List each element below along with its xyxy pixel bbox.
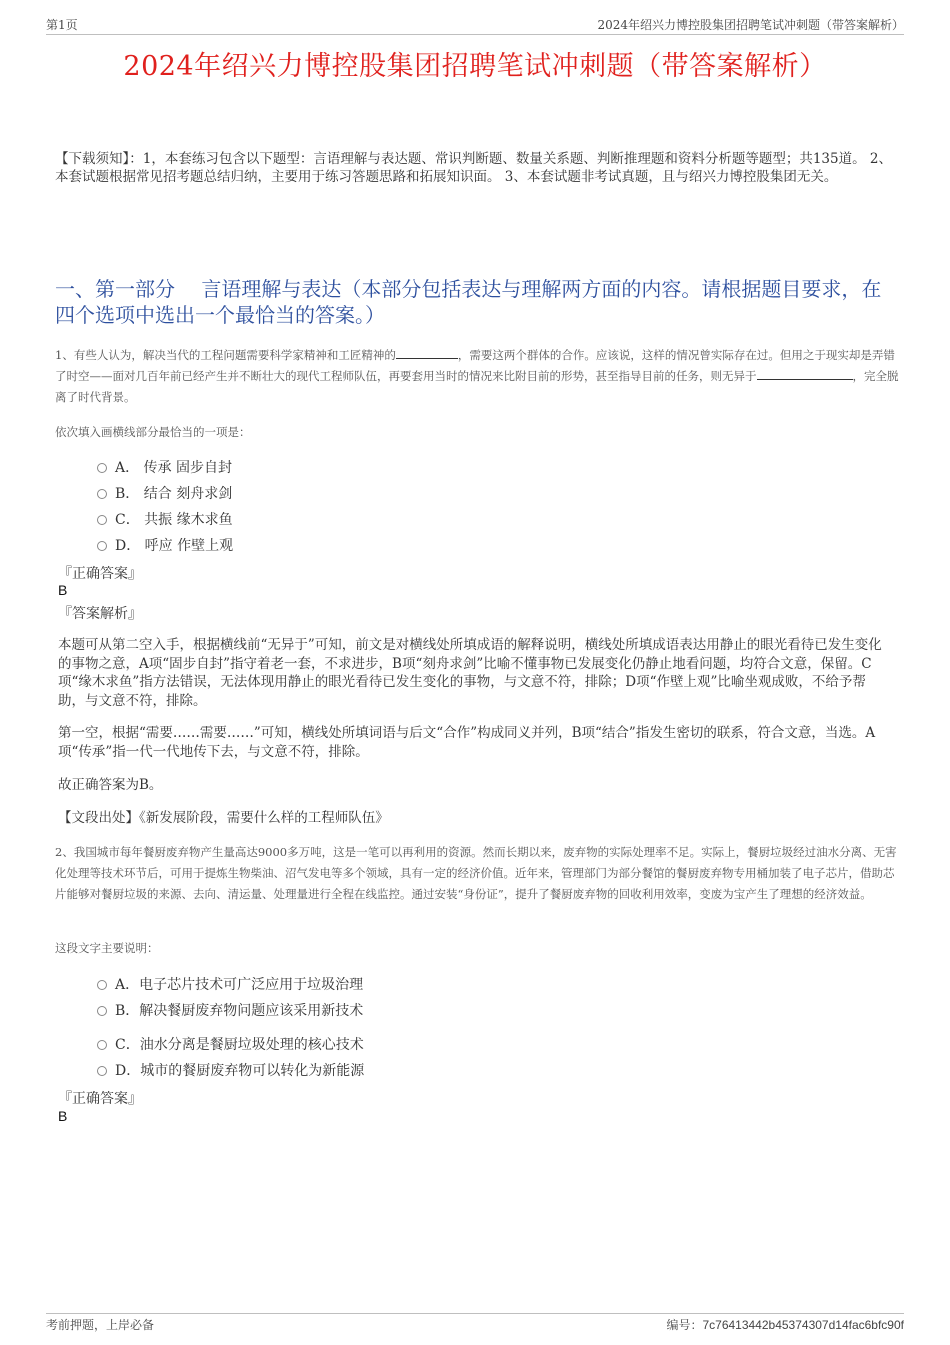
- radio-icon[interactable]: [97, 980, 107, 990]
- q2-answer-label: 『正确答案』: [58, 1091, 142, 1107]
- radio-icon[interactable]: [97, 1066, 107, 1076]
- q1-answer-label: 『正确答案』: [58, 566, 142, 582]
- q1-option-c-label: C． 共振 缘木求鱼: [115, 512, 233, 528]
- download-notice: 【下载须知】：1，本套练习包含以下题型：言语理解与表达题、常识判断题、数量关系题、判断推理题和资料分析题等题型；共135道。 2、本套试题根据常见招考题总结归纳，主要用于练习答题思路和拓展知识面。 3、本套试题非考试真题，且与绍兴力博控股集团无关。: [55, 151, 892, 185]
- q1-analysis-paragraph-3: 故正确答案为B。: [58, 777, 163, 793]
- q2-option-d-label: D．城市的餐厨废弃物可以转化为新能源: [115, 1063, 365, 1079]
- radio-icon[interactable]: [97, 463, 107, 473]
- q1-stem-part-c: ，完全脱离了时代背景。: [55, 369, 899, 404]
- q1-blank-1: [396, 346, 458, 359]
- footer-slogan: 考前押题，上岸必备: [46, 1318, 155, 1332]
- page-number: 第1页: [46, 18, 78, 32]
- footer-code-value: 7c76413442b45374307d14fac6bfc90f: [702, 1318, 904, 1332]
- q2-option-c[interactable]: [97, 1034, 364, 1054]
- radio-icon[interactable]: [97, 1006, 107, 1016]
- q1-instruction: 依次填入画横线部分最恰当的一项是：: [55, 425, 251, 439]
- q1-source: 【文段出处】《新发展阶段，需要什么样的工程师队伍》: [58, 810, 389, 826]
- footer-code: [666, 1316, 904, 1333]
- section-title: 一、第一部分 言语理解与表达（本部分包括表达与理解两方面的内容。请根据题目要求，在四个选项中选出一个最恰当的答案。）: [55, 277, 882, 327]
- q1-option-d-label: D． 呼应 作壁上观: [115, 538, 234, 554]
- radio-icon[interactable]: [97, 489, 107, 499]
- q1-option-b[interactable]: [97, 483, 232, 503]
- q2-answer: B: [58, 1108, 68, 1124]
- header-doc-title: 2024年绍兴力博控股集团招聘笔试冲刺题（带答案解析）: [597, 18, 904, 32]
- q1-stem-part-b: ，需要这两个群体的合作。应该说，这样的情况曾实际存在过。但用之于现实却是弄错了时空——面对几百年前已经产生并不断壮大的现代工程师队伍，再要套用当时的情况来比附目前的形势，甚至指导目前的任务，则无异于: [55, 348, 895, 383]
- q1-analysis-paragraph-2: 第一空，根据“需要……需要……”可知，横线处所填词语与后文“合作”构成同义并列，B项“结合”指发生密切的联系，符合文意，当选。A项“传承”指一代一代地传下去，与文意不符，排除。: [58, 725, 876, 760]
- radio-icon[interactable]: [97, 515, 107, 525]
- q1-analysis-paragraph-1: 本题可从第二空入手，根据横线前“无异于”可知，前文是对横线处所填成语的解释说明，横线处所填成语表达用静止的眼光看待已发生变化的事物之意，A项“固步自封”指守着老一套，不求进步，B项“刻舟求剑”比喻不懂事物已发展变化仍静止地看问题，均符合文意，保留。C项“缘木求鱼”指方法错误，无法体现用静止的眼光看待已发生变化的事物，与文意不符，排除；D项“作壁上观”比喻坐观成败，不给予帮助，与文意不符，排除。: [58, 637, 882, 709]
- q1-option-a[interactable]: [97, 457, 232, 477]
- q1-option-b-label: B． 结合 刻舟求剑: [115, 486, 233, 502]
- radio-icon[interactable]: [97, 541, 107, 551]
- q2-instruction: 这段文字主要说明：: [55, 941, 159, 955]
- question-2-stem: 2、我国城市每年餐厨废弃物产生量高达9000多万吨，这是一笔可以再利用的资源。然而长期以来，废弃物的实际处理率不足。实际上，餐厨垃圾经过油水分离、无害化处理等技术环节后，可用于提炼生物柴油、沼气发电等多个领域，具有一定的经济价值。近年来，管理部门为部分餐馆的餐厨废弃物专用桶加装了电子芯片，借助芯片能够对餐厨垃圾的来源、去向、清运量、处理量进行全程在线监控。通过安装“身份证”，提升了餐厨废弃物的回收利用效率，变废为宝产生了理想的经济效益。: [55, 845, 897, 901]
- q2-option-b-label: B．解决餐厨废弃物问题应该采用新技术: [115, 1003, 364, 1019]
- radio-icon[interactable]: [97, 1040, 107, 1050]
- page-footer: [46, 1313, 904, 1332]
- footer-code-label: 编号：: [666, 1318, 703, 1332]
- q1-option-c[interactable]: [97, 509, 233, 529]
- q1-analysis-label: 『答案解析』: [58, 606, 142, 622]
- page-header: [46, 14, 904, 35]
- q1-stem-part-a: 1、有些人认为，解决当代的工程问题需要科学家精神和工匠精神的: [55, 348, 396, 362]
- q1-option-d[interactable]: [97, 535, 233, 555]
- document-title: 2024年绍兴力博控股集团招聘笔试冲刺题（带答案解析）: [123, 51, 827, 82]
- q2-option-d[interactable]: [97, 1060, 364, 1080]
- q2-option-a-label: A．电子芯片技术可广泛应用于垃圾治理: [115, 977, 364, 993]
- q1-answer: B: [58, 582, 68, 598]
- q1-blank-2: [757, 367, 853, 380]
- q2-option-c-label: C．油水分离是餐厨垃圾处理的核心技术: [115, 1037, 364, 1053]
- q2-option-a[interactable]: [97, 974, 363, 994]
- q1-option-a-label: A． 传承 固步自封: [115, 460, 233, 476]
- question-1-stem: [55, 345, 900, 408]
- q2-option-b[interactable]: [97, 1000, 363, 1020]
